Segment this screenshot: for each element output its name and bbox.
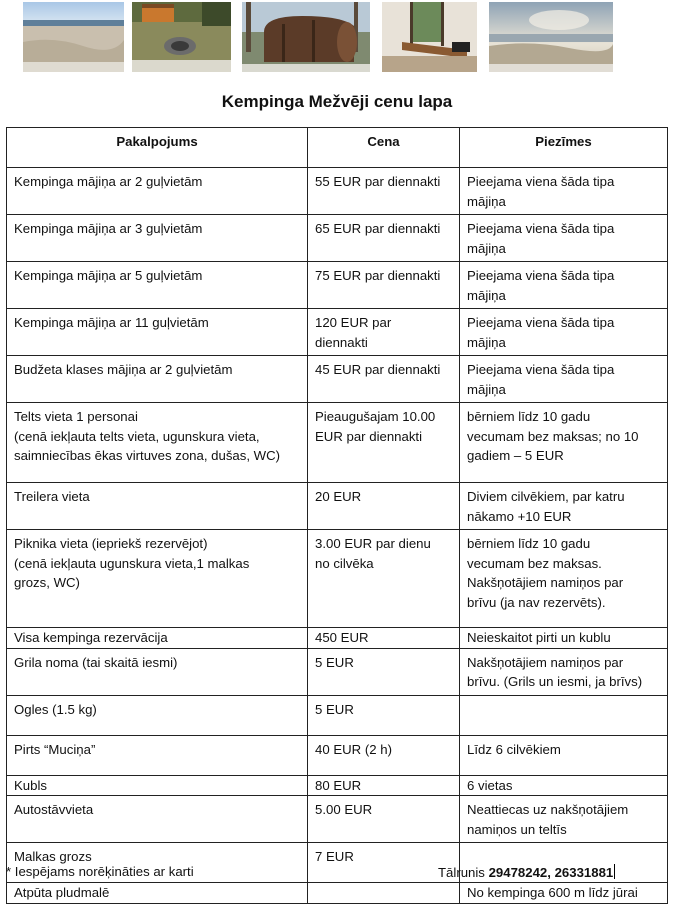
cell-text-line: Telts vieta 1 personai <box>14 409 138 424</box>
cell-text-line: 120 EUR par <box>315 315 392 330</box>
cell-service <box>7 309 308 356</box>
cell-text-line: mājiņa <box>467 193 506 209</box>
cell-text-line: Diviem cilvēkiem, par katru <box>467 489 625 504</box>
cell-text-line: 5 EUR <box>315 701 354 717</box>
card-payment-note: * Iespējams norēķināties ar karti <box>6 864 194 879</box>
cell-service <box>7 483 308 530</box>
cell-notes <box>460 695 668 735</box>
photo-strip <box>0 2 674 74</box>
table-row <box>7 648 668 695</box>
photo-barrel-sauna <box>242 2 370 72</box>
phone-line <box>438 864 615 880</box>
table-header-row <box>7 128 668 168</box>
table-row <box>7 883 668 904</box>
cell-service <box>7 695 308 735</box>
cell-text-line: Pieejama viena šāda tipa <box>467 268 615 283</box>
column-header-notes: Piezīmes <box>460 128 668 168</box>
cell-service <box>7 530 308 628</box>
cell-notes <box>460 403 668 483</box>
column-header-price: Cena <box>308 128 460 168</box>
table-row <box>7 796 668 843</box>
table-body <box>7 168 668 904</box>
table-row <box>7 168 668 215</box>
cell-text-line: Nakšņotājiem namiņos par <box>467 575 624 590</box>
cell-text-line: saimniecības ēkas virtuves zona, dušas, WC) <box>14 448 281 463</box>
cell-service <box>7 883 308 904</box>
cell-text-line: Pirts “Muciņa” <box>14 741 96 757</box>
table-row <box>7 262 668 309</box>
cell-notes <box>460 215 668 262</box>
cell-service <box>7 215 308 262</box>
cell-text-line: Budžeta klases mājiņa ar 2 guļvietām <box>14 362 233 377</box>
cell-text-line: 450 EUR <box>315 630 369 645</box>
cell-text-line: Kempinga mājiņa ar 2 guļvietām <box>14 174 203 189</box>
cell-text-line: Pieejama viena šāda tipa <box>467 174 615 189</box>
phone-numbers: 29478242, 26331881 <box>488 865 614 880</box>
cell-text-line: brīvu (ja nav rezervēts). <box>467 594 606 610</box>
cell-service <box>7 648 308 695</box>
cell-price <box>308 883 460 904</box>
cell-text-line: 5 EUR <box>315 654 354 670</box>
cell-price <box>308 648 460 695</box>
table-row <box>7 628 668 649</box>
cell-service <box>7 735 308 775</box>
cell-text-line: 6 vietas <box>467 777 513 793</box>
table-row <box>7 403 668 483</box>
cell-price <box>308 215 460 262</box>
photo-beach <box>23 2 124 72</box>
cell-text-line: Neattiecas uz nakšņotājiem <box>467 802 629 817</box>
cell-text-line: Ogles (1.5 kg) <box>14 701 97 717</box>
cell-text-line: vecumam bez maksas. <box>467 555 602 571</box>
cell-price <box>308 483 460 530</box>
cell-text-line: Pieejama viena šāda tipa <box>467 315 615 330</box>
table-row <box>7 215 668 262</box>
cell-text-line: namiņos un teltīs <box>467 821 567 837</box>
cell-text-line: Līdz 6 cilvēkiem <box>467 741 561 757</box>
cell-text-line: 75 EUR par diennakti <box>315 268 441 283</box>
cell-price <box>308 168 460 215</box>
cell-price <box>308 530 460 628</box>
cell-text-line: 65 EUR par diennakti <box>315 221 441 236</box>
cell-price <box>308 262 460 309</box>
cell-text-line: Pieaugušajam 10.00 <box>315 409 436 424</box>
cell-text-line: nākamo +10 EUR <box>467 508 572 524</box>
photo-sunset-beach <box>489 2 613 72</box>
cell-text-line: Malkas grozs <box>14 849 92 864</box>
cell-service <box>7 356 308 403</box>
text-cursor <box>614 864 615 879</box>
cell-text-line: Grila noma (tai skaitā iesmi) <box>14 654 178 670</box>
cell-text-line: gadiem – 5 EUR <box>467 448 564 463</box>
cell-text-line: no cilvēka <box>315 555 374 571</box>
table-row <box>7 775 668 796</box>
cell-text-line: Kempinga mājiņa ar 5 guļvietām <box>14 268 203 283</box>
cell-text-line: Neieskaitot pirti un kublu <box>467 630 611 645</box>
cell-service <box>7 262 308 309</box>
cell-text-line: 5.00 EUR <box>315 802 373 817</box>
cell-text-line: Nakšņotājiem namiņos par <box>467 654 624 670</box>
cell-text-line: Visa kempinga rezervācija <box>14 630 168 645</box>
phone-label: Tālrunis <box>438 865 489 880</box>
photo-cabin-and-firepit <box>132 2 231 72</box>
cell-text-line: bērniem līdz 10 gadu <box>467 409 591 424</box>
cell-notes <box>460 483 668 530</box>
cell-text-line: 20 EUR <box>315 489 362 504</box>
cell-text-line: EUR par diennakti <box>315 428 423 444</box>
cell-text-line: mājiņa <box>467 287 506 303</box>
table-row <box>7 356 668 403</box>
cell-text-line: 40 EUR (2 h) <box>315 741 392 757</box>
cell-text-line: Pieejama viena šāda tipa <box>467 221 615 236</box>
cell-service <box>7 168 308 215</box>
cell-service <box>7 775 308 796</box>
table-row <box>7 695 668 735</box>
cell-text-line: (cenā iekļauta ugunskura vieta,1 malkas <box>14 555 250 571</box>
cell-text-line: Kempinga mājiņa ar 3 guļvietām <box>14 221 203 236</box>
cell-text-line: Kubls <box>14 777 47 793</box>
column-header-service: Pakalpojums <box>7 128 308 168</box>
cell-text-line: mājiņa <box>467 334 506 350</box>
cell-text-line: Pieejama viena šāda tipa <box>467 362 615 377</box>
cell-notes <box>460 628 668 649</box>
cell-service <box>7 403 308 483</box>
cell-price <box>308 628 460 649</box>
cell-text-line: Atpūta pludmalē <box>14 885 110 900</box>
table-row <box>7 530 668 628</box>
cell-notes <box>460 883 668 904</box>
cell-text-line: grozs, WC) <box>14 575 80 590</box>
cell-text-line: (cenā iekļauta telts vieta, ugunskura vieta, <box>14 428 260 444</box>
cell-notes <box>460 530 668 628</box>
cell-service <box>7 628 308 649</box>
cell-notes <box>460 648 668 695</box>
table-row <box>7 483 668 530</box>
cell-notes <box>460 796 668 843</box>
cell-notes <box>460 168 668 215</box>
cell-price <box>308 796 460 843</box>
cell-price <box>308 735 460 775</box>
cell-text-line: 3.00 EUR par dienu <box>315 536 431 551</box>
cell-text-line: mājiņa <box>467 240 506 256</box>
cell-text-line: vecumam bez maksas; no 10 <box>467 428 639 444</box>
price-table <box>6 127 668 904</box>
cell-text-line: mājiņa <box>467 381 506 397</box>
cell-price <box>308 843 460 883</box>
cell-text-line: Autostāvvieta <box>14 802 94 817</box>
page-title: Kempinga Mežvēji cenu lapa <box>221 92 453 111</box>
cell-text-line: 55 EUR par diennakti <box>315 174 441 189</box>
cell-text-line: 45 EUR par diennakti <box>315 362 441 377</box>
cell-text-line: diennakti <box>315 334 368 350</box>
table-row <box>7 735 668 775</box>
cell-price <box>308 775 460 796</box>
cell-price <box>308 695 460 735</box>
cell-notes <box>460 309 668 356</box>
cell-price <box>308 309 460 356</box>
cell-text-line: Treilera vieta <box>14 489 90 504</box>
cell-text-line: Kempinga mājiņa ar 11 guļvietām <box>14 315 209 330</box>
cell-price <box>308 403 460 483</box>
photo-cabin-interior <box>382 2 477 72</box>
cell-notes <box>460 356 668 403</box>
cell-notes <box>460 735 668 775</box>
cell-text-line: Piknika vieta (iepriekš rezervējot) <box>14 536 208 551</box>
table-row <box>7 309 668 356</box>
cell-notes <box>460 262 668 309</box>
cell-text-line: bērniem līdz 10 gadu <box>467 536 591 551</box>
cell-notes <box>460 775 668 796</box>
cell-text-line: 7 EUR <box>315 849 354 864</box>
cell-text-line: 80 EUR <box>315 777 362 793</box>
cell-text-line: No kempinga 600 m līdz jūrai <box>467 885 638 900</box>
cell-price <box>308 356 460 403</box>
cell-text-line: brīvu. (Grils un iesmi, ja brīvs) <box>467 674 643 689</box>
cell-service <box>7 796 308 843</box>
